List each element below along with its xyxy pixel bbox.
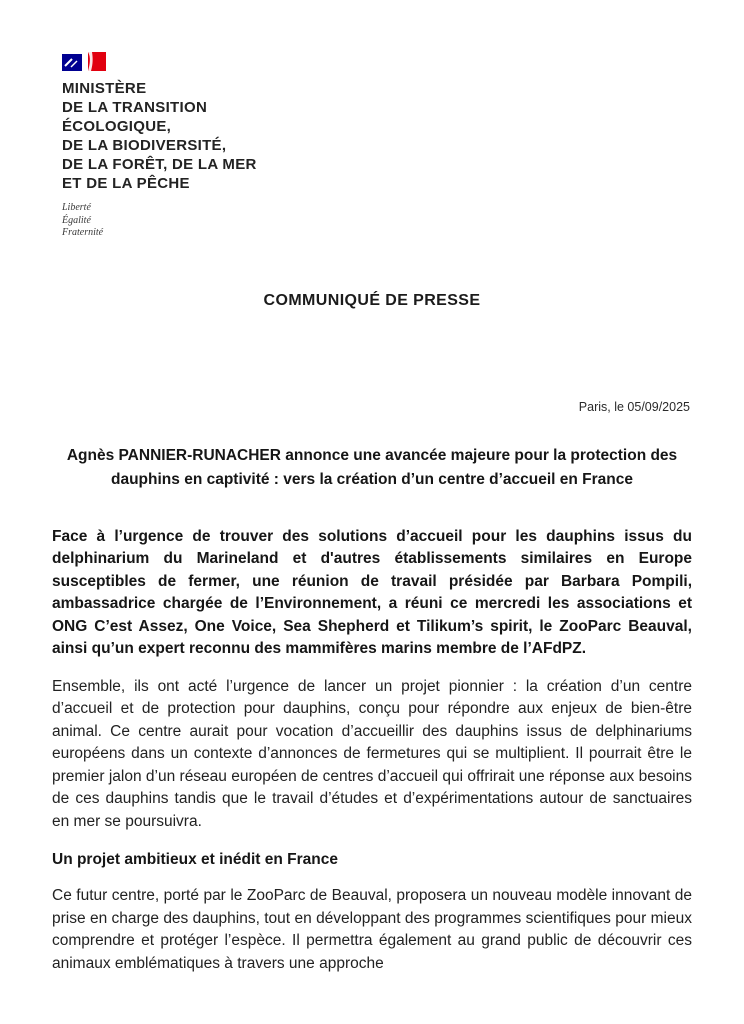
press-release-title: Agnès PANNIER-RUNACHER annonce une avancée majeure pour la protection des dauphins en captivité : vers la création d’un centre d’accueil en France <box>66 446 678 488</box>
ministry-name <box>62 79 744 193</box>
lead-paragraph: Face à l’urgence de trouver des solutions d’accueil pour les dauphins issus du delphinarium du Marineland et d'autres établissements similaires en Europe susceptibles de fermer, une réunion de travail présidée par Barbara Pompili, ambassadrice chargée de l’Environnement, a réuni ce mercredi les associations et ONG C’est Assez, One Voice, Sea Shepherd et Tilikum’s spirit, le ZooParc Beauval, ainsi qu’un expert reconnu des mammifères marins membre de l’AFdPZ. <box>52 527 692 657</box>
ministry-name-line: DE LA FORÊT, DE LA MER <box>62 156 257 173</box>
body-paragraph: Ce futur centre, porté par le ZooParc de Beauval, proposera un nouveau modèle innovant de prise en charge des dauphins, tout en développant des programmes scientifiques pour mieux comprendre et protéger l’espèce. Il permettra également au grand public de découvrir ces animaux emblématiques à travers une approche <box>52 887 692 972</box>
ministry-name-line: MINISTÈRE <box>62 80 147 97</box>
french-flag-icon <box>62 50 108 74</box>
motto-line: Fraternité <box>62 227 104 238</box>
dateline: Paris, le 05/09/2025 <box>578 399 690 414</box>
ministry-logo-block <box>0 0 744 240</box>
motto-line: Liberté <box>62 202 91 213</box>
press-release-body <box>52 526 692 976</box>
ministry-name-line: ET DE LA PÊCHE <box>62 175 190 192</box>
motto-line: Égalité <box>62 214 91 226</box>
section-subheading: Un projet ambitieux et inédit en France <box>52 851 338 868</box>
ministry-name-line: ÉCOLOGIQUE, <box>62 118 172 135</box>
press-release-kicker: COMMUNIQUÉ DE PRESSE <box>263 291 481 309</box>
ministry-name-line: DE LA TRANSITION <box>62 99 208 116</box>
body-paragraph: Ensemble, ils ont acté l’urgence de lancer un projet pionnier : la création d’un centre d’accueil et de protection pour dauphins, conçu pour répondre aux enjeux de bien-être animal. Ce centre aurait pour vocation d’accueillir des dauphins issus de delphinariums européens dans un contexte d’annonces de fermetures qui se multiplient. Il pourrait être le premier jalon d’un réseau européen de centres d’accueil qui offrirait une réponse aux besoins de ces dauphins tandis que le travail d’études et d’expérimentations autour de sanctuaires en mer se poursuivra. <box>52 677 692 830</box>
ministry-name-line: DE LA BIODIVERSITÉ, <box>62 137 227 154</box>
republic-motto <box>62 202 744 240</box>
